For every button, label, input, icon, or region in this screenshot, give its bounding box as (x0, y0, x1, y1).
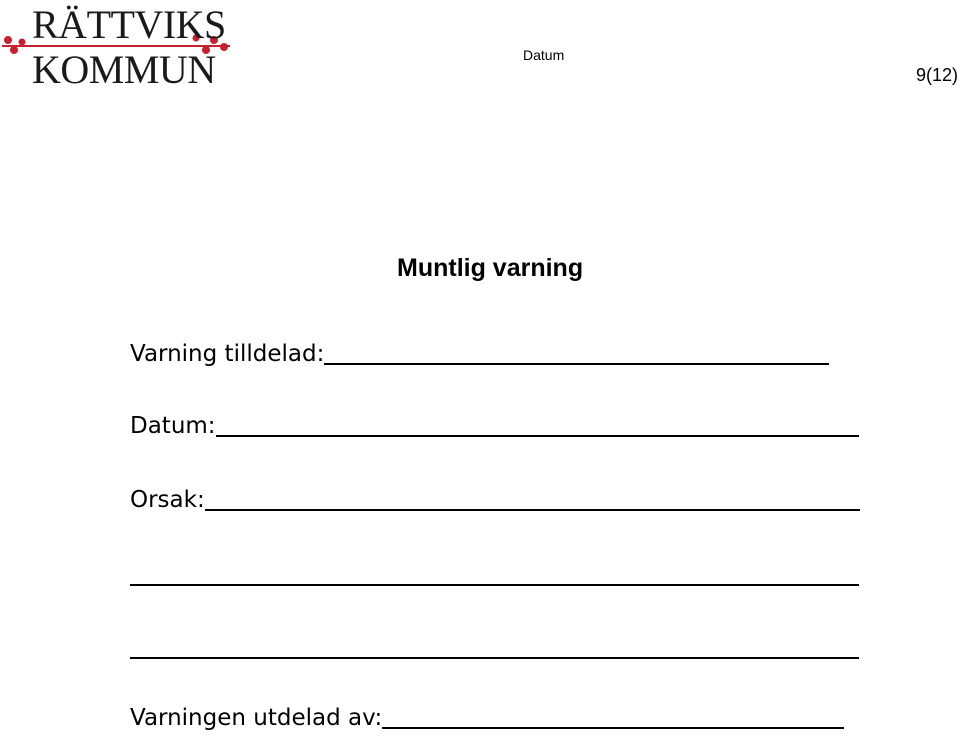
page-number: 9(12) (915, 65, 958, 85)
assigned-to-row (130, 340, 829, 368)
date-blank[interactable] (216, 435, 859, 437)
reason-blank-1[interactable] (205, 509, 860, 511)
logo-line2: KOMMUN (32, 47, 216, 92)
reason-row (130, 486, 860, 514)
reason-blank-2[interactable] (130, 584, 859, 586)
date-label: Datum: (130, 413, 216, 439)
reason-blank-3[interactable] (130, 657, 859, 659)
assigned-to-blank[interactable] (324, 363, 829, 365)
assigned-to-label: Varning tilldelad: (130, 341, 325, 367)
date-row (130, 412, 859, 440)
logo-line1: RÄTTVIKS (32, 2, 226, 47)
issued-by-label: Varningen utdelad av: (130, 705, 383, 731)
issued-by-row (130, 704, 844, 732)
header-date-label: Datum (523, 47, 565, 63)
municipality-logo (0, 0, 232, 92)
reason-label: Orsak: (130, 487, 205, 513)
form-title: Muntlig varning (397, 254, 584, 282)
issued-by-blank[interactable] (382, 727, 844, 729)
